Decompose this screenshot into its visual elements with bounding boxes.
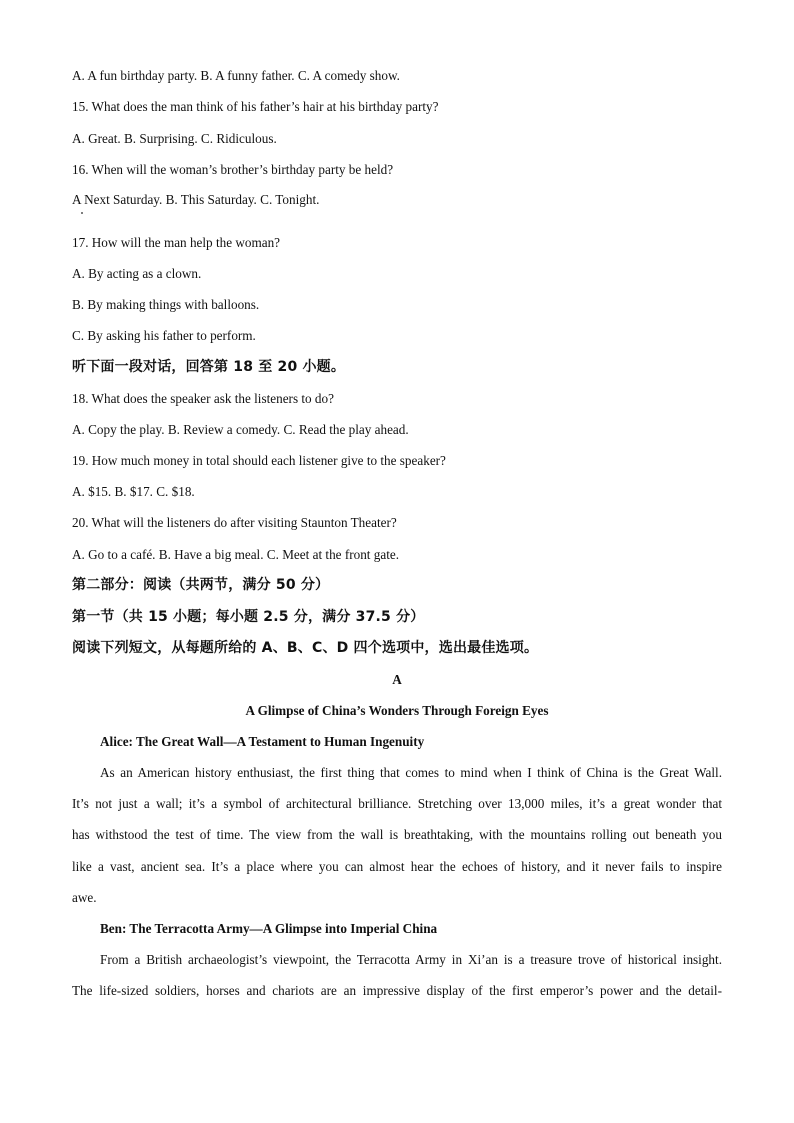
q15-options: A. Great. B. Surprising. C. Ridiculous. (72, 131, 277, 146)
part-two-heading: 第二部分：阅读（共两节，满分 50 分） (72, 577, 330, 593)
q15-question: 15. What does the man think of his father’s hair at his birthday party? (72, 99, 439, 114)
q14-options: A. A fun birthday party. B. A funny father. C. A comedy show. (72, 68, 400, 83)
ben-heading: Ben: The Terracotta Army—A Glimpse into Imperial China (100, 921, 438, 936)
q16-options: A Next Saturday. B. This Saturday. C. Tonight. (72, 192, 320, 207)
instruction-18-20: 听下面一段对话，回答第 18 至 20 小题。 (72, 359, 346, 375)
q16-question: 16. When will the woman’s brother’s birthday party be held? (72, 162, 394, 177)
q17-option-b: B. By making things with balloons. (72, 297, 260, 312)
q18-options: A. Copy the play. B. Review a comedy. C. Read the play ahead. (72, 422, 409, 437)
q17-question: 17. How will the man help the woman? (72, 235, 281, 250)
alice-paragraph-line-5: awe. (72, 890, 97, 905)
q19-options: A. $15. B. $17. C. $18. (72, 484, 195, 499)
alice-paragraph-line-2: It’s not just a wall; it’s a symbol of architectural brilliance. Stretching over 13,000 miles, it’s a great wonder that (72, 796, 722, 811)
q17-option-a: A. By acting as a clown. (72, 266, 202, 281)
q20-options: A. Go to a café. B. Have a big meal. C. Meet at the front gate. (72, 547, 400, 562)
alice-paragraph-line-4: like a vast, ancient sea. It’s a place where you can almost hear the echoes of history, and it never fails to inspire (72, 859, 722, 874)
ben-paragraph-line-1: From a British archaeologist’s viewpoint, the Terracotta Army in Xi’an is a treasure trove of historical insight. (100, 952, 722, 967)
passage-title: A Glimpse of China’s Wonders Through Foreign Eyes (245, 703, 549, 718)
alice-heading: Alice: The Great Wall—A Testament to Human Ingenuity (100, 734, 425, 749)
ben-paragraph-line-2: The life-sized soldiers, horses and chariots are an impressive display of the first emperor’s power and the detail- (72, 983, 722, 998)
q20-question: 20. What will the listeners do after visiting Staunton Theater? (72, 515, 397, 530)
alice-paragraph-line-3: has withstood the test of time. The view from the wall is breathtaking, with the mountains rolling out beneath you (72, 827, 722, 842)
q18-question: 18. What does the speaker ask the listeners to do? (72, 391, 334, 406)
stray-mark (81, 212, 83, 214)
passage-letter: A (392, 672, 402, 687)
section-one-heading: 第一节（共 15 小题；每小题 2.5 分，满分 37.5 分） (72, 609, 425, 625)
q19-question: 19. How much money in total should each listener give to the speaker? (72, 453, 446, 468)
q17-option-c: C. By asking his father to perform. (72, 328, 256, 343)
alice-paragraph-line-1: As an American history enthusiast, the first thing that comes to mind when I think of China is the Great Wall. (100, 765, 722, 780)
reading-instruction: 阅读下列短文，从每题所给的 A、B、C、D 四个选项中，选出最佳选项。 (72, 640, 539, 656)
